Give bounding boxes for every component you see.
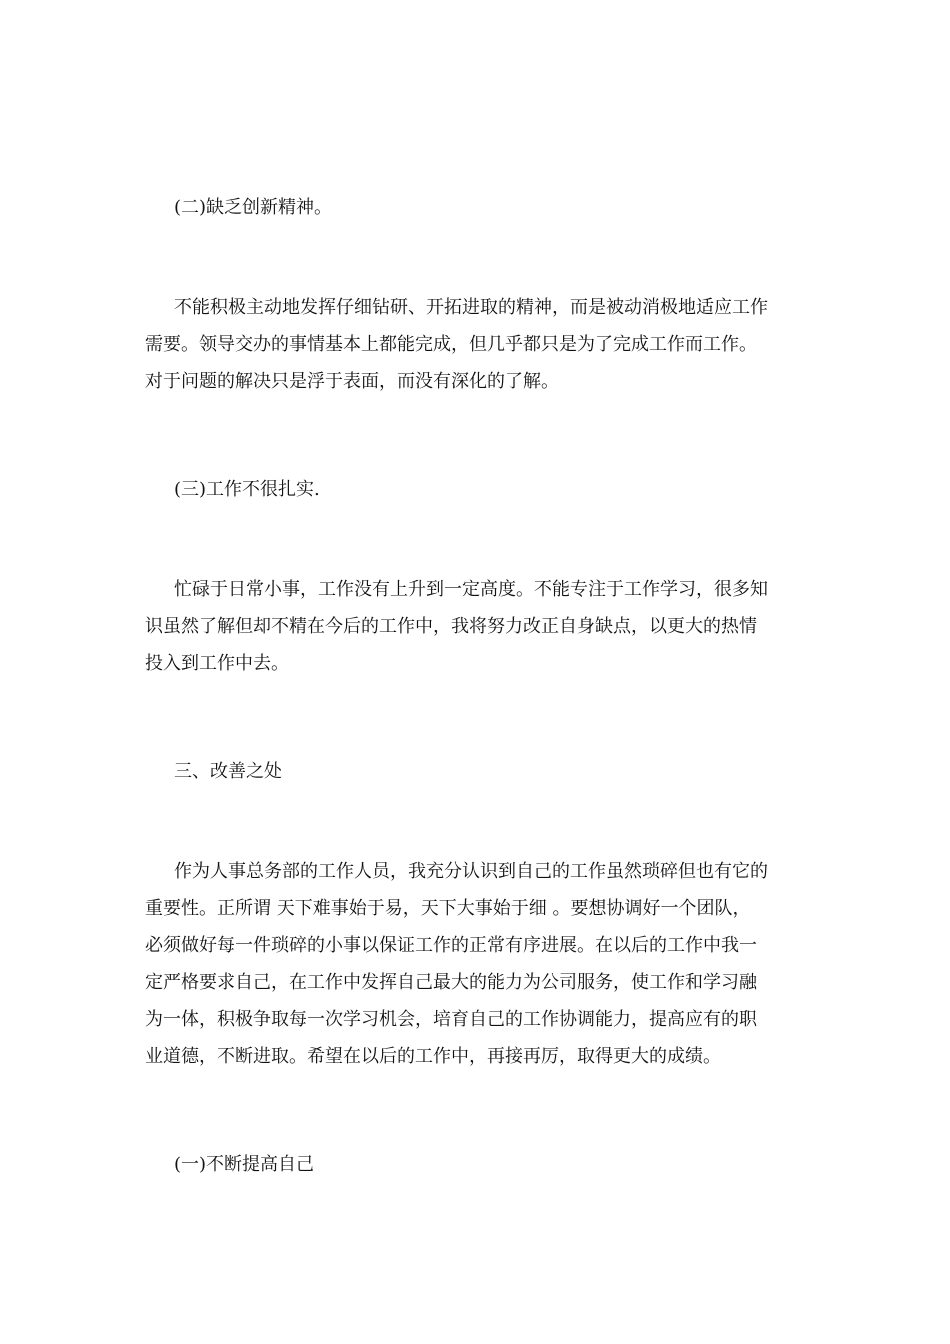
paragraph-line: 作为人事总务部的工作人员，我充分认识到自己的工作虽然琐碎但也有它的 xyxy=(174,861,768,882)
paragraph-line: 不能积极主动地发挥仔细钻研、开拓进取的精神，而是被动消极地适应工作 xyxy=(174,297,768,318)
paragraph-line: 识虽然了解但却不精在今后的工作中，我将努力改正自身缺点，以更大的热情 xyxy=(145,616,757,637)
paragraph-line: 对于问题的解决只是浮于表面，而没有深化的了解。 xyxy=(145,371,559,392)
paragraph-line: 必须做好每一件琐碎的小事以保证工作的正常有序进展。在以后的工作中我一 xyxy=(145,935,757,956)
paragraph-line: 为一体，积极争取每一次学习机会，培育自己的工作协调能力，提高应有的职 xyxy=(145,1009,757,1030)
section-heading-improvements: 三、改善之处 xyxy=(174,761,282,782)
paragraph-improvements xyxy=(145,853,810,1075)
section-heading-self-improvement: (一)不断提高自己 xyxy=(174,1154,315,1175)
paragraph-line: 忙碌于日常小事，工作没有上升到一定高度。不能专注于工作学习，很多知 xyxy=(174,579,768,600)
paragraph-line: 重要性。正所谓 天下难事始于易，天下大事始于细 。要想协调好一个团队， xyxy=(145,898,751,919)
section-heading-work-not-solid: (三)工作不很扎实. xyxy=(174,479,320,500)
section-heading-lack-innovation: (二)缺乏创新精神。 xyxy=(174,197,333,218)
paragraph-line: 投入到工作中去。 xyxy=(145,653,289,674)
paragraph-line: 业道德，不断进取。希望在以后的工作中，再接再厉，取得更大的成绩。 xyxy=(145,1046,721,1067)
paragraph-work-not-solid xyxy=(145,571,810,682)
paragraph-line: 需要。领导交办的事情基本上都能完成，但几乎都只是为了完成工作而工作。 xyxy=(145,334,757,355)
paragraph-line: 定严格要求自己，在工作中发挥自己最大的能力为公司服务，使工作和学习融 xyxy=(145,972,757,993)
paragraph-lack-innovation xyxy=(145,289,810,400)
